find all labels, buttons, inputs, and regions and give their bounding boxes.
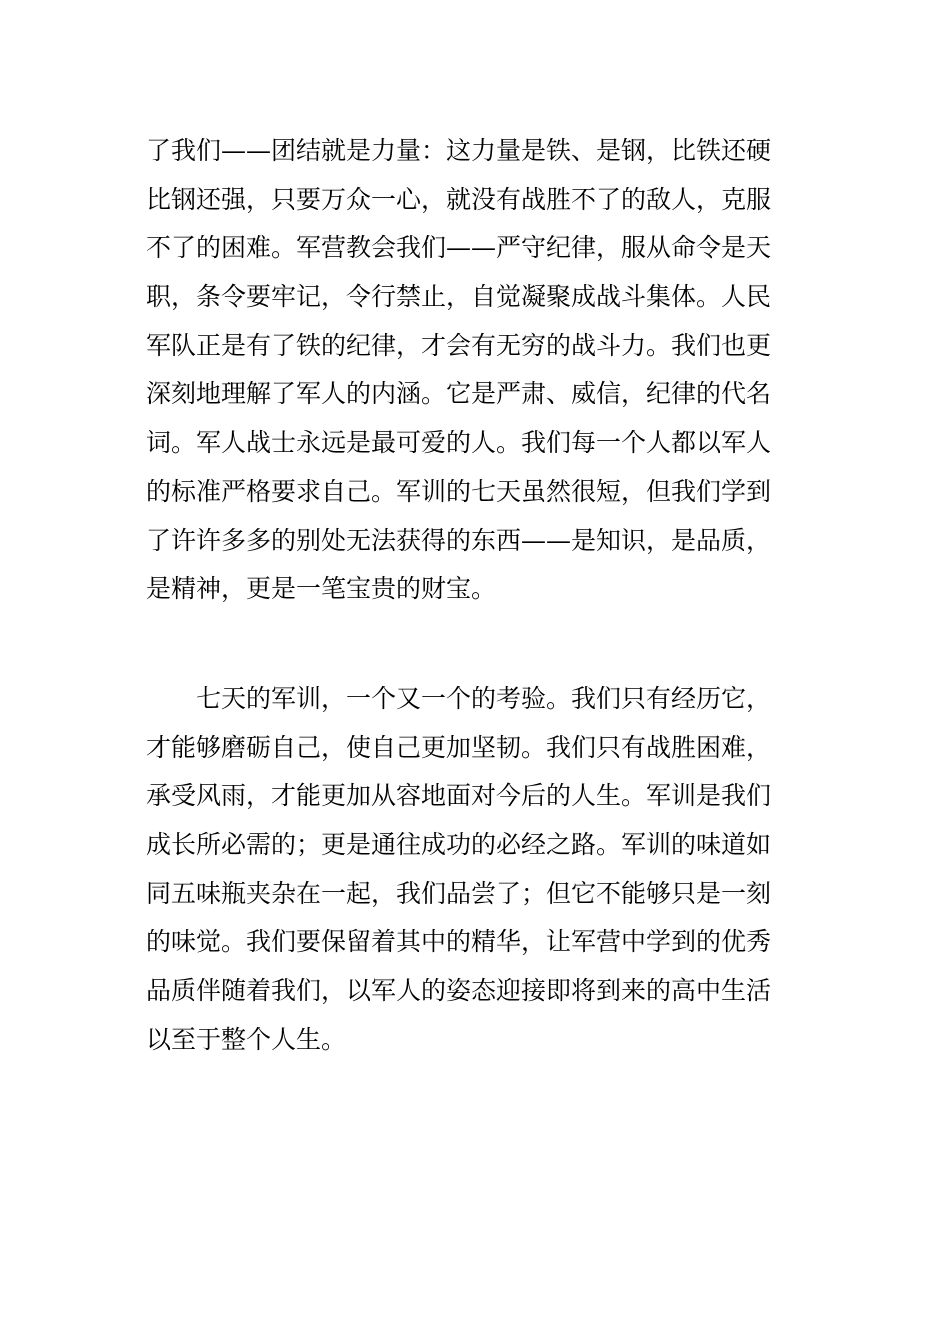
paragraph-2 xyxy=(146,675,826,1065)
text-line: 深刻地理解了军人的内涵。它是严肃、威信，纪律的代名 xyxy=(146,379,772,409)
text-line: 才能够磨砺自己，使自己更加坚韧。我们只有战胜困难， xyxy=(146,732,772,762)
text-line: 是精神，更是一笔宝贵的财宝。 xyxy=(146,574,497,604)
text-line: 同五味瓶夹杂在一起，我们品尝了；但它不能够只是一刻 xyxy=(146,878,772,908)
text-line: 品质伴随着我们，以军人的姿态迎接即将到来的高中生活 xyxy=(146,976,772,1006)
paragraph-1 xyxy=(146,127,826,614)
text-line: 七天的军训，一个又一个的考验。我们只有经历它， xyxy=(146,684,772,713)
text-line: 军队正是有了铁的纪律，才会有无穷的战斗力。我们也更 xyxy=(146,330,772,360)
text-line: 词。军人战士永远是最可爱的人。我们每一个人都以军人 xyxy=(146,428,772,458)
text-line: 比钢还强，只要万众一心，就没有战胜不了的敌人，克服 xyxy=(146,184,772,214)
text-line: 以至于整个人生。 xyxy=(146,1024,347,1054)
text-line: 职，条令要牢记，令行禁止，自觉凝聚成战斗集体。人民 xyxy=(146,282,772,312)
text-line: 了许许多多的别处无法获得的东西——是知识，是品质， xyxy=(146,525,772,555)
text-line: 不了的困难。军营教会我们——严守纪律，服从命令是天 xyxy=(146,233,772,263)
text-line: 的味觉。我们要保留着其中的精华，让军营中学到的优秀 xyxy=(146,927,772,957)
text-line: 的标准严格要求自己。军训的七天虽然很短，但我们学到 xyxy=(146,476,772,506)
text-line: 成长所必需的；更是通往成功的必经之路。军训的味道如 xyxy=(146,830,772,860)
text-line: 承受风雨，才能更加从容地面对今后的人生。军训是我们 xyxy=(146,781,772,811)
text-line: 了我们——团结就是力量：这力量是铁、是钢，比铁还硬 xyxy=(146,136,772,165)
